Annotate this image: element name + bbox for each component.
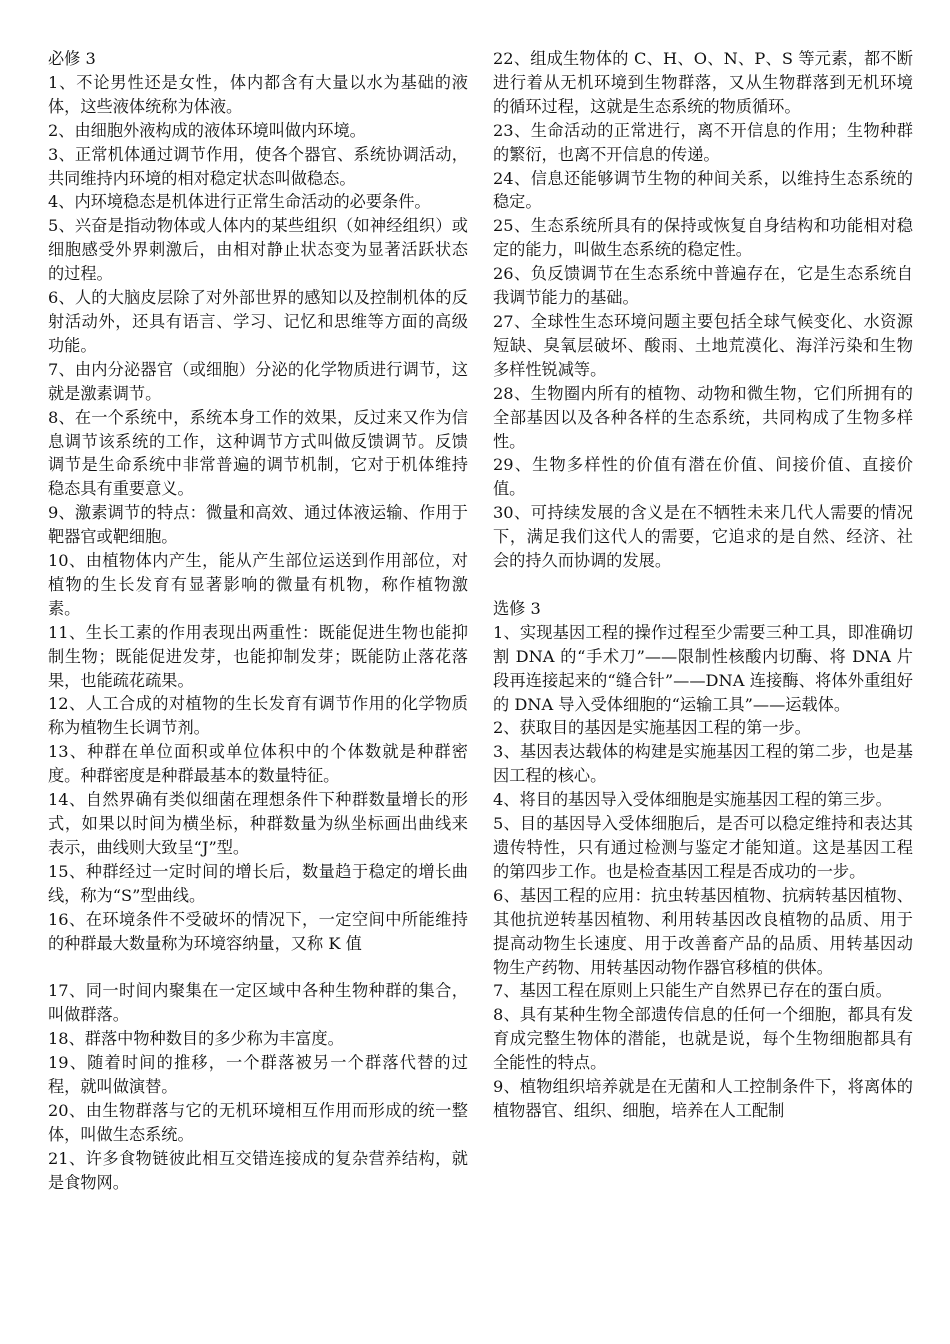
paragraph-1: 1、不论男性还是女性，体内都含有大量以水为基础的液体，这些液体统称为体液。 — [48, 72, 468, 116]
paragraph-15: 15、种群经过一定时间的增长后，数量趋于稳定的增长曲线，称为“S”型曲线。 — [48, 861, 468, 905]
paragraph-17: 17、同一时间内聚集在一定区域中各种生物种群的集合，叫做群落。 — [48, 981, 468, 1025]
elective-paragraph-5: 5、目的基因导入受体细胞后，是否可以稳定维持和表达其遗传特性，只有通过检测与鉴定才能知道。这是基因工程的第四步工作。也是检查基因工程是否成功的一步。 — [493, 814, 913, 881]
section-heading-elective-3: 选修 3 — [493, 598, 541, 618]
paragraph-22: 22、组成生物体的 C、H、O、N、P、S 等元素，都不断进行着从无机环境到生物群落，又从生物群落到无机环境的循环过程，这就是生态系统的物质循环。 — [493, 49, 913, 116]
elective-paragraph-7: 7、基因工程在原则上只能生产自然界已存在的蛋白质。 — [493, 981, 892, 1001]
paragraph-30: 30、可持续发展的含义是在不牺牲未来几代人需要的情况下，满足我们这代人的需要，它追求的是自然、经济、社会的持久而协调的发展。 — [493, 503, 913, 571]
paragraph-11: 11、生长工素的作用表现出两重性：既能促进生物也能抑制生物；既能促进发芽，也能抑制发芽；既能防止落花落果，也能疏花疏果。 — [48, 622, 468, 690]
elective-paragraph-8: 8、具有某种生物全部遗传信息的任何一个细胞，都具有发育成完整生物体的潜能，也就是说，每个生物细胞都具有全能性的特点。 — [493, 1005, 913, 1073]
elective-paragraph-4: 4、将目的基因导入受体细胞是实施基因工程的第三步。 — [493, 790, 892, 810]
paragraph-18: 18、群落中物种数目的多少称为丰富度。 — [48, 1029, 344, 1049]
paragraph-10: 10、由植物体内产生，能从产生部位运送到作用部位，对植物的生长发育有显著影响的微量有机物，称作植物激素。 — [48, 551, 468, 618]
elective-paragraph-9: 9、植物组织培养就是在无菌和人工控制条件下，将离体的植物器官、组织、细胞，培养在人工配制 — [493, 1077, 913, 1120]
paragraph-spacer — [48, 955, 468, 979]
right-column — [493, 47, 913, 1123]
left-column — [48, 47, 468, 1195]
paragraph-9: 9、激素调节的特点：微量和高效、通过体液运输、作用于靶器官或靶细胞。 — [48, 503, 468, 547]
paragraph-21: 21、许多食物链彼此相互交错连接成的复杂营养结构，就是食物网。 — [48, 1148, 468, 1192]
paragraph-3: 3、正常机体通过调节作用，使各个器官、系统协调活动，共同维持内环境的相对稳定状态叫做稳态。 — [48, 144, 468, 188]
elective-paragraph-1: 1、实现基因工程的操作过程至少需要三种工具，即准确切割 DNA 的“手术刀”——限制性核酸内切酶、将 DNA 片段再连接起来的“缝合针”——DNA 连接酶、将体外重组好的 DNA 导入受体细胞的“运输工具”——运载体。 — [493, 622, 913, 714]
paragraph-26: 26、负反馈调节在生态系统中普遍存在，它是生态系统自我调节能力的基础。 — [493, 264, 913, 308]
paragraph-6: 6、人的大脑皮层除了对外部世界的感知以及控制机体的反射活动外，还具有语言、学习、记忆和思维等方面的高级功能。 — [48, 288, 468, 355]
paragraph-16: 16、在环境条件不受破坏的情况下，一定空间中所能维持的种群最大数量称为环境容纳量，又称 K 值 — [48, 909, 468, 953]
paragraph-8: 8、在一个系统中，系统本身工作的效果，反过来又作为信息调节该系统的工作，这种调节方式叫做反馈调节。反馈调节是生命系统中非常普遍的调节机制，它对于机体维持稳态具有重要意义。 — [48, 407, 468, 499]
paragraph-7: 7、由内分泌器官（或细胞）分泌的化学物质进行调节，这就是激素调节。 — [48, 359, 468, 403]
section-spacer — [493, 573, 913, 597]
paragraph-20: 20、由生物群落与它的无机环境相互作用而形成的统一整体，叫做生态系统。 — [48, 1100, 468, 1144]
paragraph-19: 19、随着时间的推移，一个群落被另一个群落代替的过程，就叫做演替。 — [48, 1053, 468, 1097]
paragraph-27: 27、全球性生态环境问题主要包括全球气候变化、水资源短缺、臭氧层破坏、酸雨、土地荒漠化、海洋污染和生物多样性锐减等。 — [493, 311, 913, 379]
elective-paragraph-6: 6、基因工程的应用：抗虫转基因植物、抗病转基因植物、其他抗逆转基因植物、利用转基因改良植物的品质、用于提高动物生长速度、用于改善畜产品的品质、用转基因动物生产药物、用转基因动物作器官移植的供体。 — [493, 885, 913, 977]
paragraph-13: 13、种群在单位面积或单位体积中的个体数就是种群密度。种群密度是种群最基本的数量特征。 — [48, 742, 468, 786]
paragraph-28: 28、生物圈内所有的植物、动物和微生物，它们所拥有的全部基因以及各种各样的生态系统，共同构成了生物多样性。 — [493, 383, 913, 451]
paragraph-29: 29、生物多样性的价值有潜在价值、间接价值、直接价值。 — [493, 455, 913, 499]
paragraph-12: 12、人工合成的对植物的生长发育有调节作用的化学物质称为植物生长调节剂。 — [48, 694, 468, 738]
elective-paragraph-2: 2、获取目的基因是实施基因工程的第一步。 — [493, 718, 811, 738]
paragraph-5: 5、兴奋是指动物体或人体内的某些组织（如神经组织）或细胞感受外界刺激后，由相对静止状态变为显著活跃状态的过程。 — [48, 216, 468, 284]
paragraph-24: 24、信息还能够调节生物的种间关系，以维持生态系统的稳定。 — [493, 168, 913, 212]
paragraph-23: 23、生命活动的正常进行，离不开信息的作用；生物种群的繁衍，也离不开信息的传递。 — [493, 120, 913, 164]
paragraph-2: 2、由细胞外液构成的液体环境叫做内环境。 — [48, 120, 366, 140]
paragraph-25: 25、生态系统所具有的保持或恢复自身结构和功能相对稳定的能力，叫做生态系统的稳定性。 — [493, 216, 913, 260]
paragraph-14: 14、自然界确有类似细菌在理想条件下种群数量增长的形式，如果以时间为横坐标，种群数量为纵坐标画出曲线来表示，曲线则大致呈“J”型。 — [48, 790, 468, 857]
elective-paragraph-3: 3、基因表达载体的构建是实施基因工程的第二步，也是基因工程的核心。 — [493, 742, 913, 786]
paragraph-4: 4、内环境稳态是机体进行正常生命活动的必要条件。 — [48, 192, 431, 212]
section-heading-compulsory-3: 必修 3 — [48, 49, 96, 68]
